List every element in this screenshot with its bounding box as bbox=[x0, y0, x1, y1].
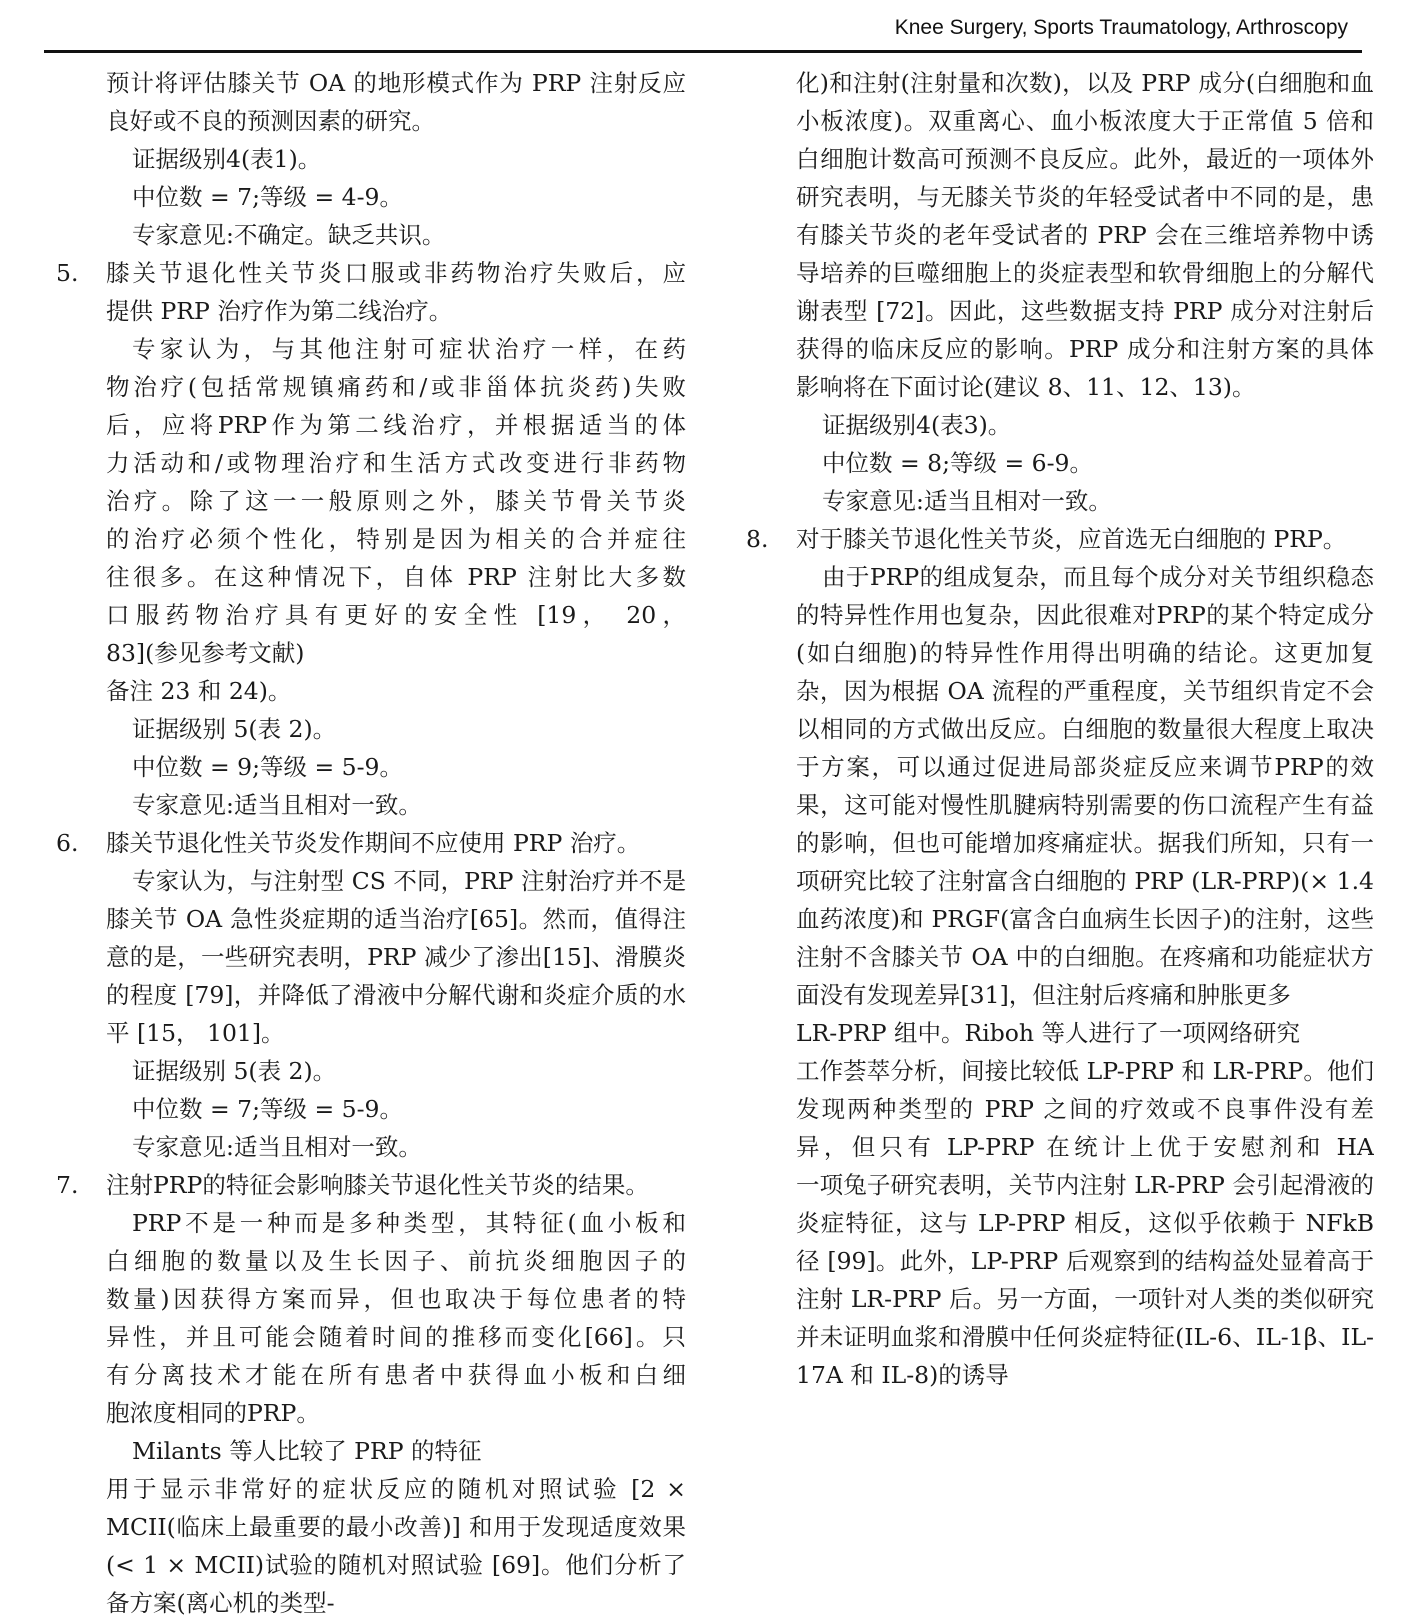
text-line: 异性，并且可能会随着时间的推移而变化[66]。只 bbox=[106, 1323, 686, 1351]
text-line: 杂，因为根据 OA 流程的严重程度，关节组织肯定不会 bbox=[796, 677, 1374, 705]
text-line: 用于显示非常好的症状反应的随机对照试验 [2 × bbox=[106, 1475, 686, 1503]
text-line: 发现两种类型的 PRP 之间的疗效或不良事件没有差 bbox=[796, 1095, 1374, 1123]
text-line: 研究表明，与无膝关节炎的年轻受试者中不同的是，患 bbox=[796, 183, 1374, 211]
text-line: 面没有发现差异[31]，但注射后疼痛和肿胀更多 bbox=[796, 981, 1291, 1009]
item-text: 膝关节退化性关节炎发作期间不应使用 PRP 治疗。 bbox=[106, 829, 641, 857]
text-line: 项研究比较了注射富含白细胞的 PRP (LR-PRP)(× 1.4 bbox=[796, 867, 1374, 895]
text-line: 径 [99]。此外，LP-PRP 后观察到的结构益处显着高于 bbox=[796, 1247, 1374, 1275]
right-column bbox=[746, 64, 1374, 1394]
text-line: 影响将在下面讨论(建议 8、11、12、13)。 bbox=[796, 373, 1256, 401]
text-line: (如白细胞)的特异性作用得出明确的结论。这更加复 bbox=[796, 639, 1374, 667]
item-number: 5. bbox=[56, 259, 79, 287]
text-line: 中位数 = 9;等级 = 5-9。 bbox=[132, 753, 403, 781]
text-line: 有膝关节炎的老年受试者的 PRP 会在三维培养物中诱 bbox=[796, 221, 1374, 249]
text-line: 力活动和/或物理治疗和生活方式改变进行非药物 bbox=[106, 449, 686, 477]
text-line: Milants 等人比较了 PRP 的特征 bbox=[132, 1437, 482, 1465]
item-number: 7. bbox=[56, 1171, 79, 1199]
text-line: 有分离技术才能在所有患者中获得血小板和白细 bbox=[106, 1361, 686, 1389]
recommendation-item bbox=[56, 254, 686, 292]
text-line: 专家意见:适当且相对一致。 bbox=[132, 791, 422, 819]
item-text: 注射PRP的特征会影响膝关节退化性关节炎的结果。 bbox=[106, 1171, 649, 1199]
text-line: 由于PRP的组成复杂，而且每个成分对关节组织稳态 bbox=[822, 563, 1374, 591]
text-line: 口服药物治疗具有更好的安全性 [19， 20， bbox=[106, 601, 686, 629]
text-line: 的特异性作用也复杂，因此很难对PRP的某个特定成分 bbox=[796, 601, 1374, 629]
text-line: 专家意见:不确定。缺乏共识。 bbox=[132, 221, 446, 249]
text-line: 17A 和 IL-8)的诱导 bbox=[796, 1361, 1009, 1389]
text-line: 胞浓度相同的PRP。 bbox=[106, 1399, 320, 1427]
left-column bbox=[56, 64, 686, 1622]
text-line: 证据级别 5(表 2)。 bbox=[132, 1057, 337, 1085]
text-line: 往很多。在这种情况下，自体 PRP 注射比大多数 bbox=[106, 563, 686, 591]
text-line: 导培养的巨噬细胞上的炎症表型和软骨细胞上的分解代 bbox=[796, 259, 1374, 287]
text-line: 以相同的方式做出反应。白细胞的数量很大程度上取决 bbox=[796, 715, 1374, 743]
text-line: 血药浓度)和 PRGF(富含白血病生长因子)的注射，这些 bbox=[796, 905, 1374, 933]
text-line: 专家意见:适当且相对一致。 bbox=[132, 1133, 422, 1161]
item-text: 膝关节退化性关节炎口服或非药物治疗失败后，应 bbox=[106, 259, 686, 287]
text-line: LR-PRP 组中。Riboh 等人进行了一项网络研究 bbox=[796, 1019, 1301, 1047]
item-number: 8. bbox=[746, 525, 769, 553]
text-line: 中位数 = 7;等级 = 5-9。 bbox=[132, 1095, 403, 1123]
text-line: 的程度 [79]，并降低了滑液中分解代谢和炎症介质的水 bbox=[106, 981, 686, 1009]
text-line: 专家认为，与其他注射可症状治疗一样，在药 bbox=[132, 335, 686, 363]
text-line: 物治疗(包括常规镇痛药和/或非甾体抗炎药)失败 bbox=[106, 373, 686, 401]
text-line: 于方案，可以通过促进局部炎症反应来调节PRP的效 bbox=[796, 753, 1374, 781]
item-number: 6. bbox=[56, 829, 79, 857]
text-line: PRP不是一种而是多种类型，其特征(血小板和 bbox=[132, 1209, 686, 1237]
text-line: 白细胞计数高可预测不良反应。此外，最近的一项体外 bbox=[796, 145, 1374, 173]
text-line: 异，但只有 LP-PRP 在统计上优于安慰剂和 HA bbox=[796, 1133, 1374, 1161]
text-line: (< 1 × MCII)试验的随机对照试验 [69]。他们分析了 bbox=[106, 1551, 686, 1579]
text-line: 的影响，但也可能增加疼痛症状。据我们所知，只有一 bbox=[796, 829, 1374, 857]
text-line: 并未证明血浆和滑膜中任何炎症特征(IL-6、IL-1β、IL- bbox=[796, 1323, 1374, 1351]
text-line: 获得的临床反应的影响。PRP 成分和注射方案的具体 bbox=[796, 335, 1374, 363]
recommendation-item bbox=[56, 1166, 686, 1204]
text-line: 证据级别 5(表 2)。 bbox=[132, 715, 337, 743]
text-line: 中位数 = 8;等级 = 6-9。 bbox=[822, 449, 1093, 477]
text-line: 平 [15， 101]。 bbox=[106, 1019, 285, 1047]
text-line: 一项兔子研究表明，关节内注射 LR-PRP 会引起滑液的 bbox=[796, 1171, 1374, 1199]
text-line: 83](参见参考文献) bbox=[106, 639, 305, 667]
text-line: 预计将评估膝关节 OA 的地形模式作为 PRP 注射反应 bbox=[106, 69, 686, 97]
text-line: 证据级别4(表3)。 bbox=[822, 411, 1012, 439]
text-line: 意的是，一些研究表明，PRP 减少了渗出[15]、滑膜炎 bbox=[106, 943, 686, 971]
text-line: 后，应将PRP作为第二线治疗，并根据适当的体 bbox=[106, 411, 686, 439]
text-line: 谢表型 [72]。因此，这些数据支持 PRP 成分对注射后 bbox=[796, 297, 1374, 325]
text-line: 化)和注射(注射量和次数)，以及 PRP 成分(白细胞和血 bbox=[796, 69, 1374, 97]
text-line: 工作荟萃分析，间接比较低 LP-PRP 和 LR-PRP。他们 bbox=[796, 1057, 1374, 1085]
text-line: 专家认为，与注射型 CS 不同，PRP 注射治疗并不是 bbox=[132, 867, 686, 895]
recommendation-item bbox=[56, 824, 686, 862]
text-line: 备注 23 和 24)。 bbox=[106, 677, 292, 705]
item-text: 对于膝关节退化性关节炎，应首选无白细胞的 PRP。 bbox=[796, 525, 1347, 553]
text-line: 膝关节 OA 急性炎症期的适当治疗[65]。然而，值得注 bbox=[106, 905, 686, 933]
text-line: 果，这可能对慢性肌腱病特别需要的伤口流程产生有益 bbox=[796, 791, 1374, 819]
text-line: 数量)因获得方案而异，但也取决于每位患者的特 bbox=[106, 1285, 686, 1313]
text-line: 提供 PRP 治疗作为第二线治疗。 bbox=[106, 297, 453, 325]
text-line: 备方案(离心机的类型- bbox=[106, 1589, 335, 1617]
text-line: 注射不含膝关节 OA 中的白细胞。在疼痛和功能症状方 bbox=[796, 943, 1374, 971]
text-line: 证据级别4(表1)。 bbox=[132, 145, 322, 173]
text-line: 小板浓度)。双重离心、血小板浓度大于正常值 5 倍和 bbox=[796, 107, 1374, 135]
text-line: 的治疗必须个性化，特别是因为相关的合并症往 bbox=[106, 525, 686, 553]
text-line: MCII(临床上最重要的最小改善)] 和用于发现适度效果 bbox=[106, 1513, 686, 1541]
text-line: 治疗。除了这一一般原则之外，膝关节骨关节炎 bbox=[106, 487, 686, 515]
text-line: 中位数 = 7;等级 = 4-9。 bbox=[132, 183, 403, 211]
recommendation-item bbox=[746, 520, 1374, 558]
text-line: 专家意见:适当且相对一致。 bbox=[822, 487, 1112, 515]
text-line: 良好或不良的预测因素的研究。 bbox=[106, 107, 435, 135]
text-line: 注射 LR-PRP 后。另一方面，一项针对人类的类似研究 bbox=[796, 1285, 1374, 1313]
page-header bbox=[44, 14, 1362, 53]
journal-title: Knee Surgery, Sports Traumatology, Arthroscopy bbox=[894, 16, 1348, 39]
text-line: 炎症特征，这与 LP-PRP 相反，这似乎依赖于 NFkB bbox=[796, 1209, 1374, 1237]
text-line: 白细胞的数量以及生长因子、前抗炎细胞因子的 bbox=[106, 1247, 686, 1275]
